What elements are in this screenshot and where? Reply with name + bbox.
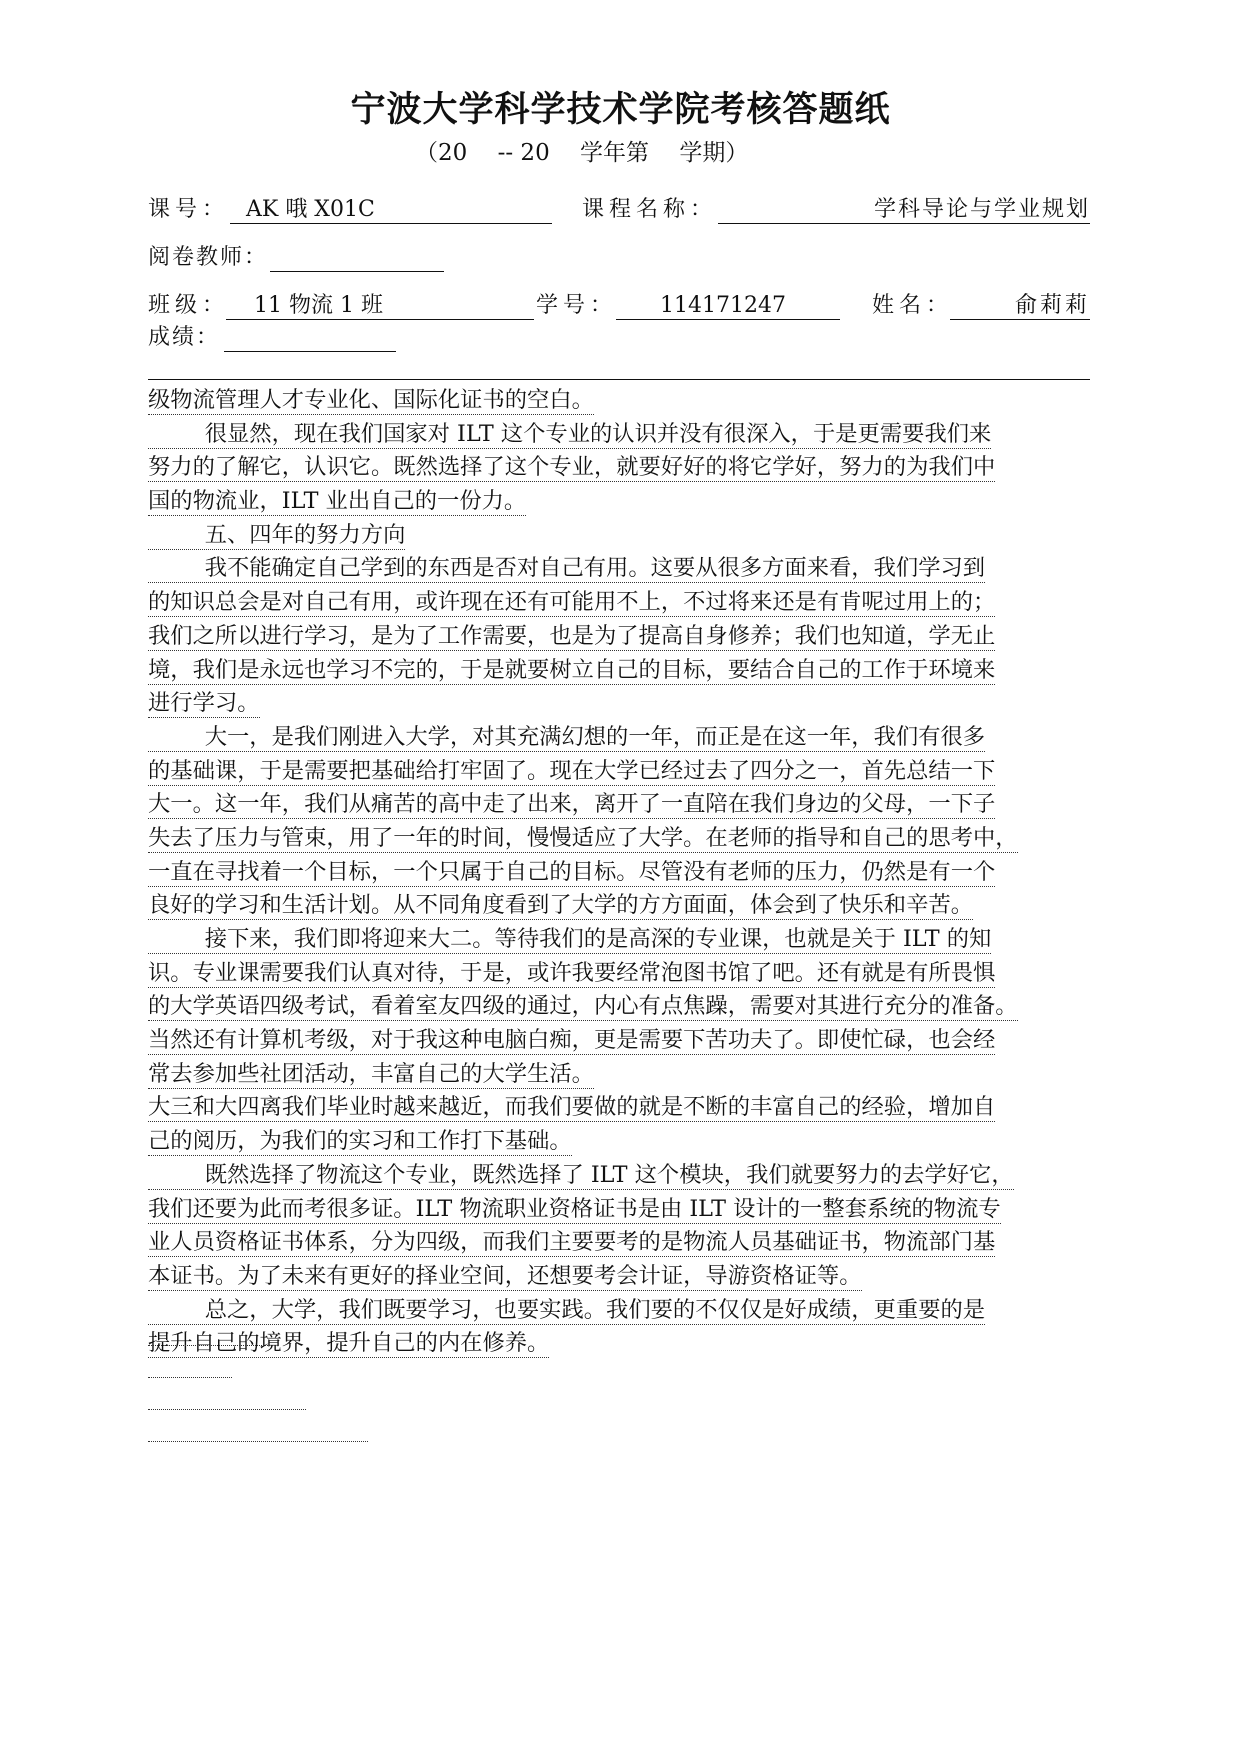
course-no-field[interactable]: [230, 195, 552, 224]
text-line: 业人员资格证书体系，分为四级，而我们主要要考的是物流人员基础证书，物流部门基: [148, 1229, 996, 1256]
text-line: 大三和大四离我们毕业时越来越近，而我们要做的就是不断的丰富自己的经验，增加自: [148, 1094, 996, 1121]
text-line: 五、四年的努力方向: [148, 521, 406, 548]
name-label: 姓名：: [872, 293, 954, 318]
text-line: 我们还要为此而考很多证。ILT 物流职业资格证书是由 ILT 设计的一整套系统的物流专: [148, 1195, 1001, 1222]
student-no-field[interactable]: [616, 291, 840, 320]
empty-dotted-line: [148, 1409, 306, 1410]
page-title: 宁波大学科学技术学院考核答题纸: [350, 89, 891, 130]
text-line: 提升自己的境界，提升自己的内在修养。: [148, 1330, 550, 1357]
text-line: 总之，大学，我们既要学习，也要实践。我们要的不仅仅是好成绩，更重要的是: [148, 1296, 986, 1323]
text-line: 接下来，我们即将迎来大二。等待我们的是高深的专业课，也就是关于 ILT 的知: [148, 926, 992, 952]
text-line: 既然选择了物流这个专业，既然选择了 ILT 这个模块，我们就要努力的去学好它，: [148, 1161, 1014, 1188]
empty-dotted-line: [148, 1345, 270, 1346]
text-line: 的大学英语四级考试，看着室友四级的通过，内心有点焦躁，需要对其进行充分的准备。: [148, 993, 1018, 1020]
student-no-label: 学号：: [536, 293, 618, 318]
empty-dotted-line: [148, 1441, 368, 1442]
header-divider: [148, 379, 1090, 380]
reviewer-field[interactable]: [270, 243, 444, 272]
name-value: 俞莉莉: [1014, 293, 1090, 318]
text-line: 己的阅历，为我们的实习和工作打下基础。: [148, 1128, 572, 1155]
class-value: 11 物流 1 班: [254, 293, 383, 318]
text-line: 我不能确定自己学到的东西是否对自己有用。这要从很多方面来看，我们学习到: [148, 555, 986, 582]
text-line: 很显然，现在我们国家对 ILT 这个专业的认识并没有很深入，于是更需要我们来: [148, 420, 992, 447]
name-field[interactable]: [950, 291, 1090, 320]
student-no-value: 114171247: [660, 293, 786, 318]
text-line: 的基础课，于是需要把基础给打牢固了。现在大学已经过去了四分之一，首先总结一下: [148, 757, 996, 784]
text-line: 常去参加些社团活动，丰富自己的大学生活。: [148, 1060, 594, 1087]
text-line: 国的物流业，ILT 业出自己的一份力。: [148, 488, 527, 515]
score-field[interactable]: [224, 323, 396, 352]
course-name-label: 课程名称：: [582, 197, 718, 222]
text-line: 级物流管理人才专业化、国际化证书的空白。: [148, 387, 594, 413]
course-no-label: 课号：: [148, 197, 230, 222]
text-line: 识。专业课需要我们认真对待，于是，或许我要经常泡图书馆了吧。还有就是有所畏惧: [148, 959, 996, 986]
class-field[interactable]: [226, 291, 534, 320]
text-line: 良好的学习和生活计划。从不同角度看到了大学的方方面面，体会到了快乐和辛苦。: [148, 892, 973, 919]
text-line: 境，我们是永远也学习不完的，于是就要树立自己的目标，要结合自己的工作于环境来: [148, 656, 996, 683]
text-line: 的知识总会是对自己有用，或许现在还有可能用不上，不过将来还是有肯呢过用上的；: [148, 589, 996, 616]
course-name-value: 学科导论与学业规划: [873, 197, 1090, 222]
text-line: 我们之所以进行学习，是为了工作需要，也是为了提高自身修养；我们也知道，学无止: [148, 622, 996, 649]
reviewer-label: 阅卷教师：: [148, 245, 269, 270]
class-label: 班级：: [148, 293, 230, 318]
answer-body: [148, 384, 1098, 1361]
score-label: 成绩：: [148, 325, 221, 350]
text-line: 大一。这一年，我们从痛苦的高中走了出来，离开了一直陪在我们身边的父母，一下子: [148, 791, 996, 818]
text-line: 当然还有计算机考级，对于我这种电脑白痴，更是需要下苦功夫了。即使忙碌，也会经: [148, 1027, 996, 1054]
empty-dotted-line: [148, 1377, 232, 1378]
text-line: 大一，是我们刚进入大学，对其充满幻想的一年，而正是在这一年，我们有很多: [148, 723, 986, 750]
academic-term: （20 -- 20 学年第 学期）: [415, 140, 749, 166]
text-line: 失去了压力与管束，用了一年的时间，慢慢适应了大学。在老师的指导和自己的思考中，: [148, 824, 1018, 851]
text-line: 本证书。为了未来有更好的择业空间，还想要考会计证，导游资格证等。: [148, 1262, 862, 1289]
course-no-value: AK 哦 X01C: [246, 197, 375, 222]
text-line: 努力的了解它，认识它。既然选择了这个专业，就要好好的将它学好，努力的为我们中: [148, 454, 996, 481]
course-name-field[interactable]: [718, 195, 1090, 224]
text-line: 一直在寻找着一个目标，一个只属于自己的目标。尽管没有老师的压力，仍然是有一个: [148, 858, 996, 885]
text-line: 进行学习。: [148, 690, 260, 717]
